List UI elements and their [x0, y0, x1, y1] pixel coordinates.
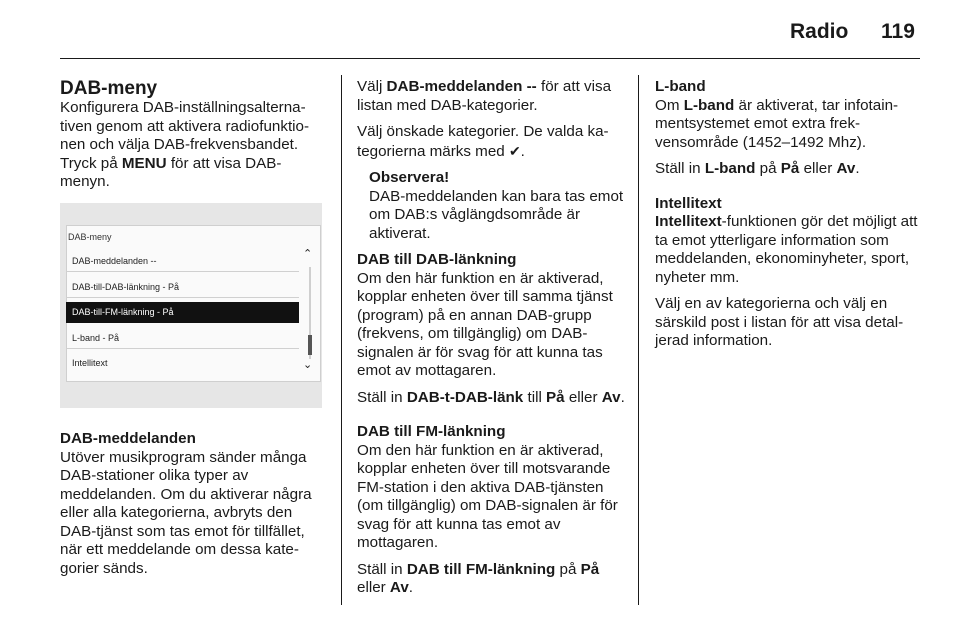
keyword: Av [389, 579, 409, 596]
text-run: för att visa DAB-menyn. [60, 154, 282, 190]
checkmark-icon: ✔ [508, 142, 521, 159]
header-rule [60, 58, 920, 59]
text-run: . [855, 160, 860, 177]
chapter-title: Radio [790, 20, 849, 43]
paragraph [357, 123, 625, 161]
keyword: Av [601, 388, 621, 406]
text-run: på [755, 160, 781, 177]
paragraph [357, 561, 625, 598]
paragraph [357, 389, 625, 408]
screen-list-item[interactable]: L-band - På [66, 328, 299, 349]
chevron-up-icon[interactable]: ⌃ [303, 248, 313, 260]
sub-heading: DAB till DAB-länkning [357, 251, 517, 268]
page-header [0, 0, 960, 60]
column-1-lower [60, 430, 328, 586]
text-run: eller [799, 160, 837, 177]
column-3 [655, 78, 925, 359]
text-run: . [620, 388, 625, 406]
column-1 [60, 78, 328, 200]
screen-list-item[interactable]: DAB-till-DAB-länkning - På [66, 277, 299, 298]
intro-paragraph: Konfigurera DAB-inställningsalternativen genom att aktivera radiofunktionen och välja DAB-frekvensbandet. [60, 99, 310, 153]
keyword: Intellitext [655, 213, 722, 230]
body-paragraph: Utöver musikprogram sänder många DAB-stationer olika typer av meddelanden. Om du aktiverar några eller alla kategorierna, avbryts den DAB-tjänst som tas emot för tillfället, när ett meddelande om dessa kategorier sänds. [60, 448, 312, 577]
sub-heading: L-band [655, 78, 706, 95]
section-heading: DAB-meny [60, 78, 158, 99]
note-body: DAB-meddelanden kan bara tas emot om DAB:s våglängdsområde är aktiverat. [369, 187, 624, 242]
text-run: -funktionen gör det möjligt att ta emot ytterligare information som meddelanden, ekonominyheter, sport, nyheter mm. [655, 213, 918, 286]
text-run: Välj önskade kategorier. De valda kategorierna märks med [357, 123, 609, 160]
text-run: Ställ in [357, 560, 407, 578]
screen-list-item[interactable]: Intellitext [72, 358, 108, 368]
menu-keyword: MENU [121, 154, 167, 172]
keyword: På [546, 388, 565, 406]
chevron-down-icon[interactable]: ⌄ [303, 359, 313, 371]
keyword: DAB-meddelanden -- [386, 78, 537, 95]
text-run: Välj [357, 78, 387, 95]
keyword: L-band [704, 160, 756, 177]
keyword: DAB till FM-länkning [406, 560, 556, 578]
text-run: Ställ in [655, 160, 705, 177]
text-run: Tryck på [60, 154, 122, 172]
keyword: L-band [683, 96, 735, 114]
text-run: eller [357, 579, 390, 596]
column-divider [638, 75, 639, 605]
keyword: DAB-t-DAB-länk [406, 388, 524, 406]
keyword: Av [836, 160, 856, 177]
screen-list-item-selected[interactable]: DAB-till-FM-länkning - På [66, 302, 299, 323]
page-number: 119 [881, 20, 915, 43]
text-run: . [408, 579, 414, 596]
note-box [357, 169, 625, 243]
text-run: Ställ in [357, 388, 407, 406]
text-run: . [520, 142, 525, 160]
scrollbar-thumb[interactable] [308, 335, 312, 355]
sub-heading: DAB till FM-länkning [357, 423, 506, 440]
column-2 [357, 78, 625, 606]
paragraph [655, 160, 925, 179]
paragraph: Om den här funktion en är aktiverad, kopplar enheten över till samma tjänst (program) på en annan DAB-grupp (frekvens, om tillgänglig) om DAB-signalen är för svag för att kunna tas emot av mottagaren. [357, 269, 613, 379]
text-run: för att visa listan med DAB-kategorier. [357, 78, 612, 114]
text-run: Om [655, 96, 684, 114]
paragraph [357, 78, 625, 115]
paragraph [655, 213, 925, 287]
dab-menu-screenshot [60, 203, 322, 408]
note-title: Observera! [369, 169, 450, 186]
keyword: På [780, 160, 800, 177]
intro-paragraph-2 [60, 155, 328, 192]
text-run: är aktiverat, tar infotainmentsystemet emot extra frekvensområde (1452–1492 Mhz). [655, 96, 899, 151]
text-run: eller [564, 388, 602, 406]
screen-title: DAB-meny [68, 232, 112, 242]
text-run: på [555, 560, 581, 578]
screen-list-item[interactable]: DAB-meddelanden -- [66, 251, 299, 272]
paragraph: Om den här funktion en är aktiverad, kopplar enheten över till motsvarande FM-station i den aktiva DAB-tjänsten (om tillgänglig) om DAB-signalen är för svag för att kunna tas emot av mottagaren. [357, 441, 618, 551]
sub-heading: Intellitext [655, 194, 722, 212]
paragraph: Välj en av kategorierna och välj en särskild post i listan för att visa detaljerad information. [655, 295, 904, 349]
keyword: På [580, 560, 600, 578]
column-divider [341, 75, 342, 605]
sub-heading: DAB-meddelanden [60, 430, 196, 447]
paragraph [655, 97, 925, 153]
text-run: till [523, 388, 547, 406]
